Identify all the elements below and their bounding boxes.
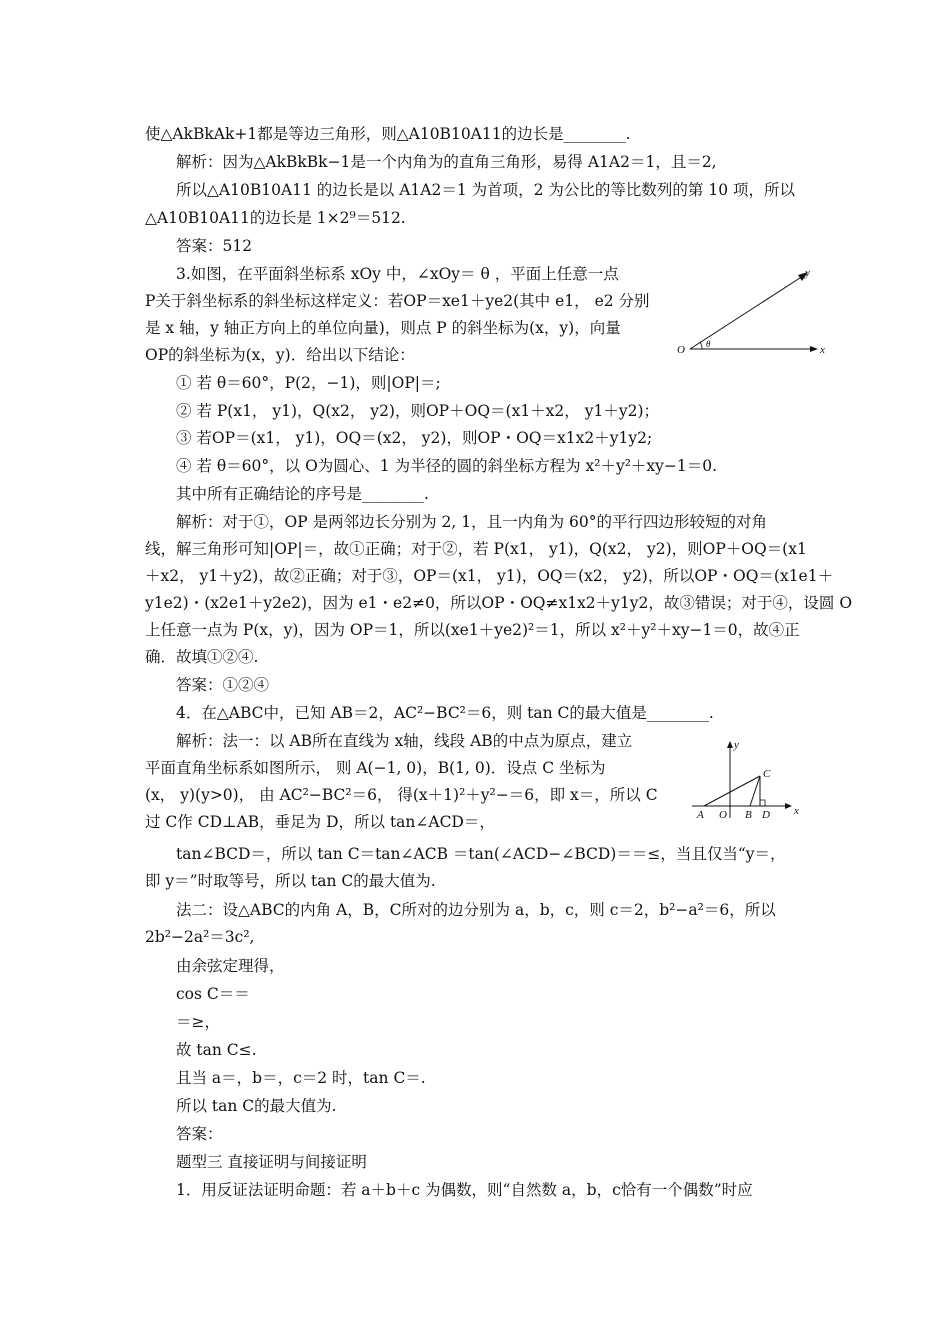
a-label: A (697, 809, 704, 821)
line-37: 答案： (176, 1125, 223, 1143)
line-34: 故 tan C≤. (176, 1041, 257, 1059)
y-arrow (727, 741, 733, 748)
line-21: 答案：①②④ (176, 676, 270, 694)
line-07: P关于斜坐标系的斜坐标这样定义：若OP＝xe1＋ye2(其中 e1， e2 分别 (145, 292, 650, 310)
line-12: ③ 若OP＝(x1， y1)，OQ＝(x2， y2)，则OP・OQ＝x1x2＋y1y2; (176, 429, 653, 447)
line-04: △A10B10A11的边长是 1×2⁹＝512. (145, 209, 406, 227)
line-09: OP的斜坐标为(x，y)．给出以下结论： (145, 346, 415, 364)
x-arrow (785, 803, 792, 809)
o-label: O (719, 809, 727, 821)
line-16: 线，解三角形可知|OP|＝，故①正确；对于②，若 P(x1， y1)，Q(x2， y2)，则OP＋OQ＝(x1 (145, 540, 807, 558)
right-angle-mark (760, 800, 765, 806)
origin-label: O (677, 344, 685, 356)
line-22: 4．在△ABC中，已知 AB＝2，AC²−BC²＝6，则 tan C的最大值是________. (176, 704, 714, 722)
line-17: ＋x2， y1＋y2)，故②正确；对于③，OP＝(x1， y1)，OQ＝(x2， y2)，所以OP・OQ＝(x1e1＋ (145, 567, 834, 585)
x-label: x (794, 805, 799, 817)
line-25: (x， y)(y>0)， 由 AC²−BC²＝6， 得(x＋1)²＋y²−＝6，即 x＝，所以 C (145, 786, 658, 804)
line-01: 使△AkBkAk+1都是等边三角形，则△A10B10A11的边长是________. (145, 125, 631, 143)
y-label: y (805, 267, 810, 279)
theta-label: θ (706, 339, 711, 349)
line-26: 过 C作 CD⊥AB，垂足为 D，所以 tan∠ACD＝， (145, 813, 495, 831)
c-label: C (763, 768, 771, 780)
line-27: tan∠BCD＝，所以 tan C＝tan∠ACB ＝tan(∠ACD−∠BCD)＝＝≤，当且仅当“y＝， (176, 845, 786, 863)
line-30: 2b²−2a²＝3c², (145, 928, 255, 946)
line-33: ＝≥， (176, 1013, 220, 1031)
y-label: y (734, 739, 739, 751)
line-13: ④ 若 θ＝60°，以 O为圆心、1 为半径的圆的斜坐标方程为 x²＋y²＋xy−1＝0. (176, 457, 718, 475)
b-label: B (745, 809, 752, 821)
triangle-figure (688, 734, 808, 824)
oblique-axes-figure (670, 260, 830, 360)
line-31: 由余弦定理得， (176, 957, 285, 975)
x-arrow (810, 346, 818, 352)
line-39: 1．用反证法证明命题：若 a＋b＋c 为偶数，则“自然数 a，b，c恰有一个偶数”时应 (176, 1181, 753, 1199)
line-11: ② 若 P(x1， y1)，Q(x2， y2)，则OP＋OQ＝(x1＋x2， y1＋y2)； (176, 402, 659, 420)
line-32: cos C＝＝ (176, 985, 250, 1003)
line-05: 答案：512 (176, 237, 253, 255)
line-03: 所以△A10B10A11 的边长是以 A1A2＝1 为首项，2 为公比的等比数列的第 10 项，所以 (176, 181, 795, 199)
line-28: 即 y＝”时取等号，所以 tan C的最大值为. (145, 872, 436, 890)
line-02: 解析：因为△AkBkBk−1是一个内角为的直角三角形，易得 A1A2＝1，且＝2, (176, 153, 717, 171)
line-10: ① 若 θ＝60°，P(2，−1)，则|OP|＝; (176, 374, 441, 392)
line-18: y1e2)・(x2e1＋y2e2)，因为 e1・e2≠0，所以OP・OQ≠x1x2＋y1y2，故③错误；对于④，设圆 O (145, 594, 853, 612)
line-23: 解析：法一：以 AB所在直线为 x轴，线段 AB的中点为原点，建立 (176, 732, 633, 750)
line-38: 题型三 直接证明与间接证明 (176, 1153, 367, 1171)
line-06: 3.如图，在平面斜坐标系 xOy 中，∠xOy＝ θ ，平面上任意一点 (176, 265, 619, 283)
line-08: 是 x 轴，y 轴正方向上的单位向量)，则点 P 的斜坐标为(x，y)，向量 (145, 319, 621, 337)
line-36: 所以 tan C的最大值为. (176, 1097, 337, 1115)
x-label: x (820, 344, 825, 356)
line-19: 上任意一点为 P(x，y)，因为 OP＝1，所以(xe1＋ye2)²＝1，所以 x²＋y²＋xy−1＝0，故④正 (145, 621, 800, 639)
line-20: 确．故填①②④. (145, 648, 259, 666)
line-24: 平面直角坐标系如图所示， 则 A(−1, 0)，B(1, 0)．设点 C 坐标为 (145, 759, 606, 777)
d-label: D (762, 809, 770, 821)
angle-arc (700, 342, 702, 349)
line-14: 其中所有正确结论的序号是________. (176, 485, 429, 503)
line-15: 解析：对于①，OP 是两邻边长分别为 2, 1，且一内角为 60°的平行四边形较短的对角 (176, 513, 767, 531)
line-29: 法二：设△ABC的内角 A，B，C所对的边分别为 a，b，c，则 c＝2，b²−a²＝6，所以 (176, 901, 776, 919)
line-35: 且当 a＝，b＝，c＝2 时，tan C＝. (176, 1069, 426, 1087)
